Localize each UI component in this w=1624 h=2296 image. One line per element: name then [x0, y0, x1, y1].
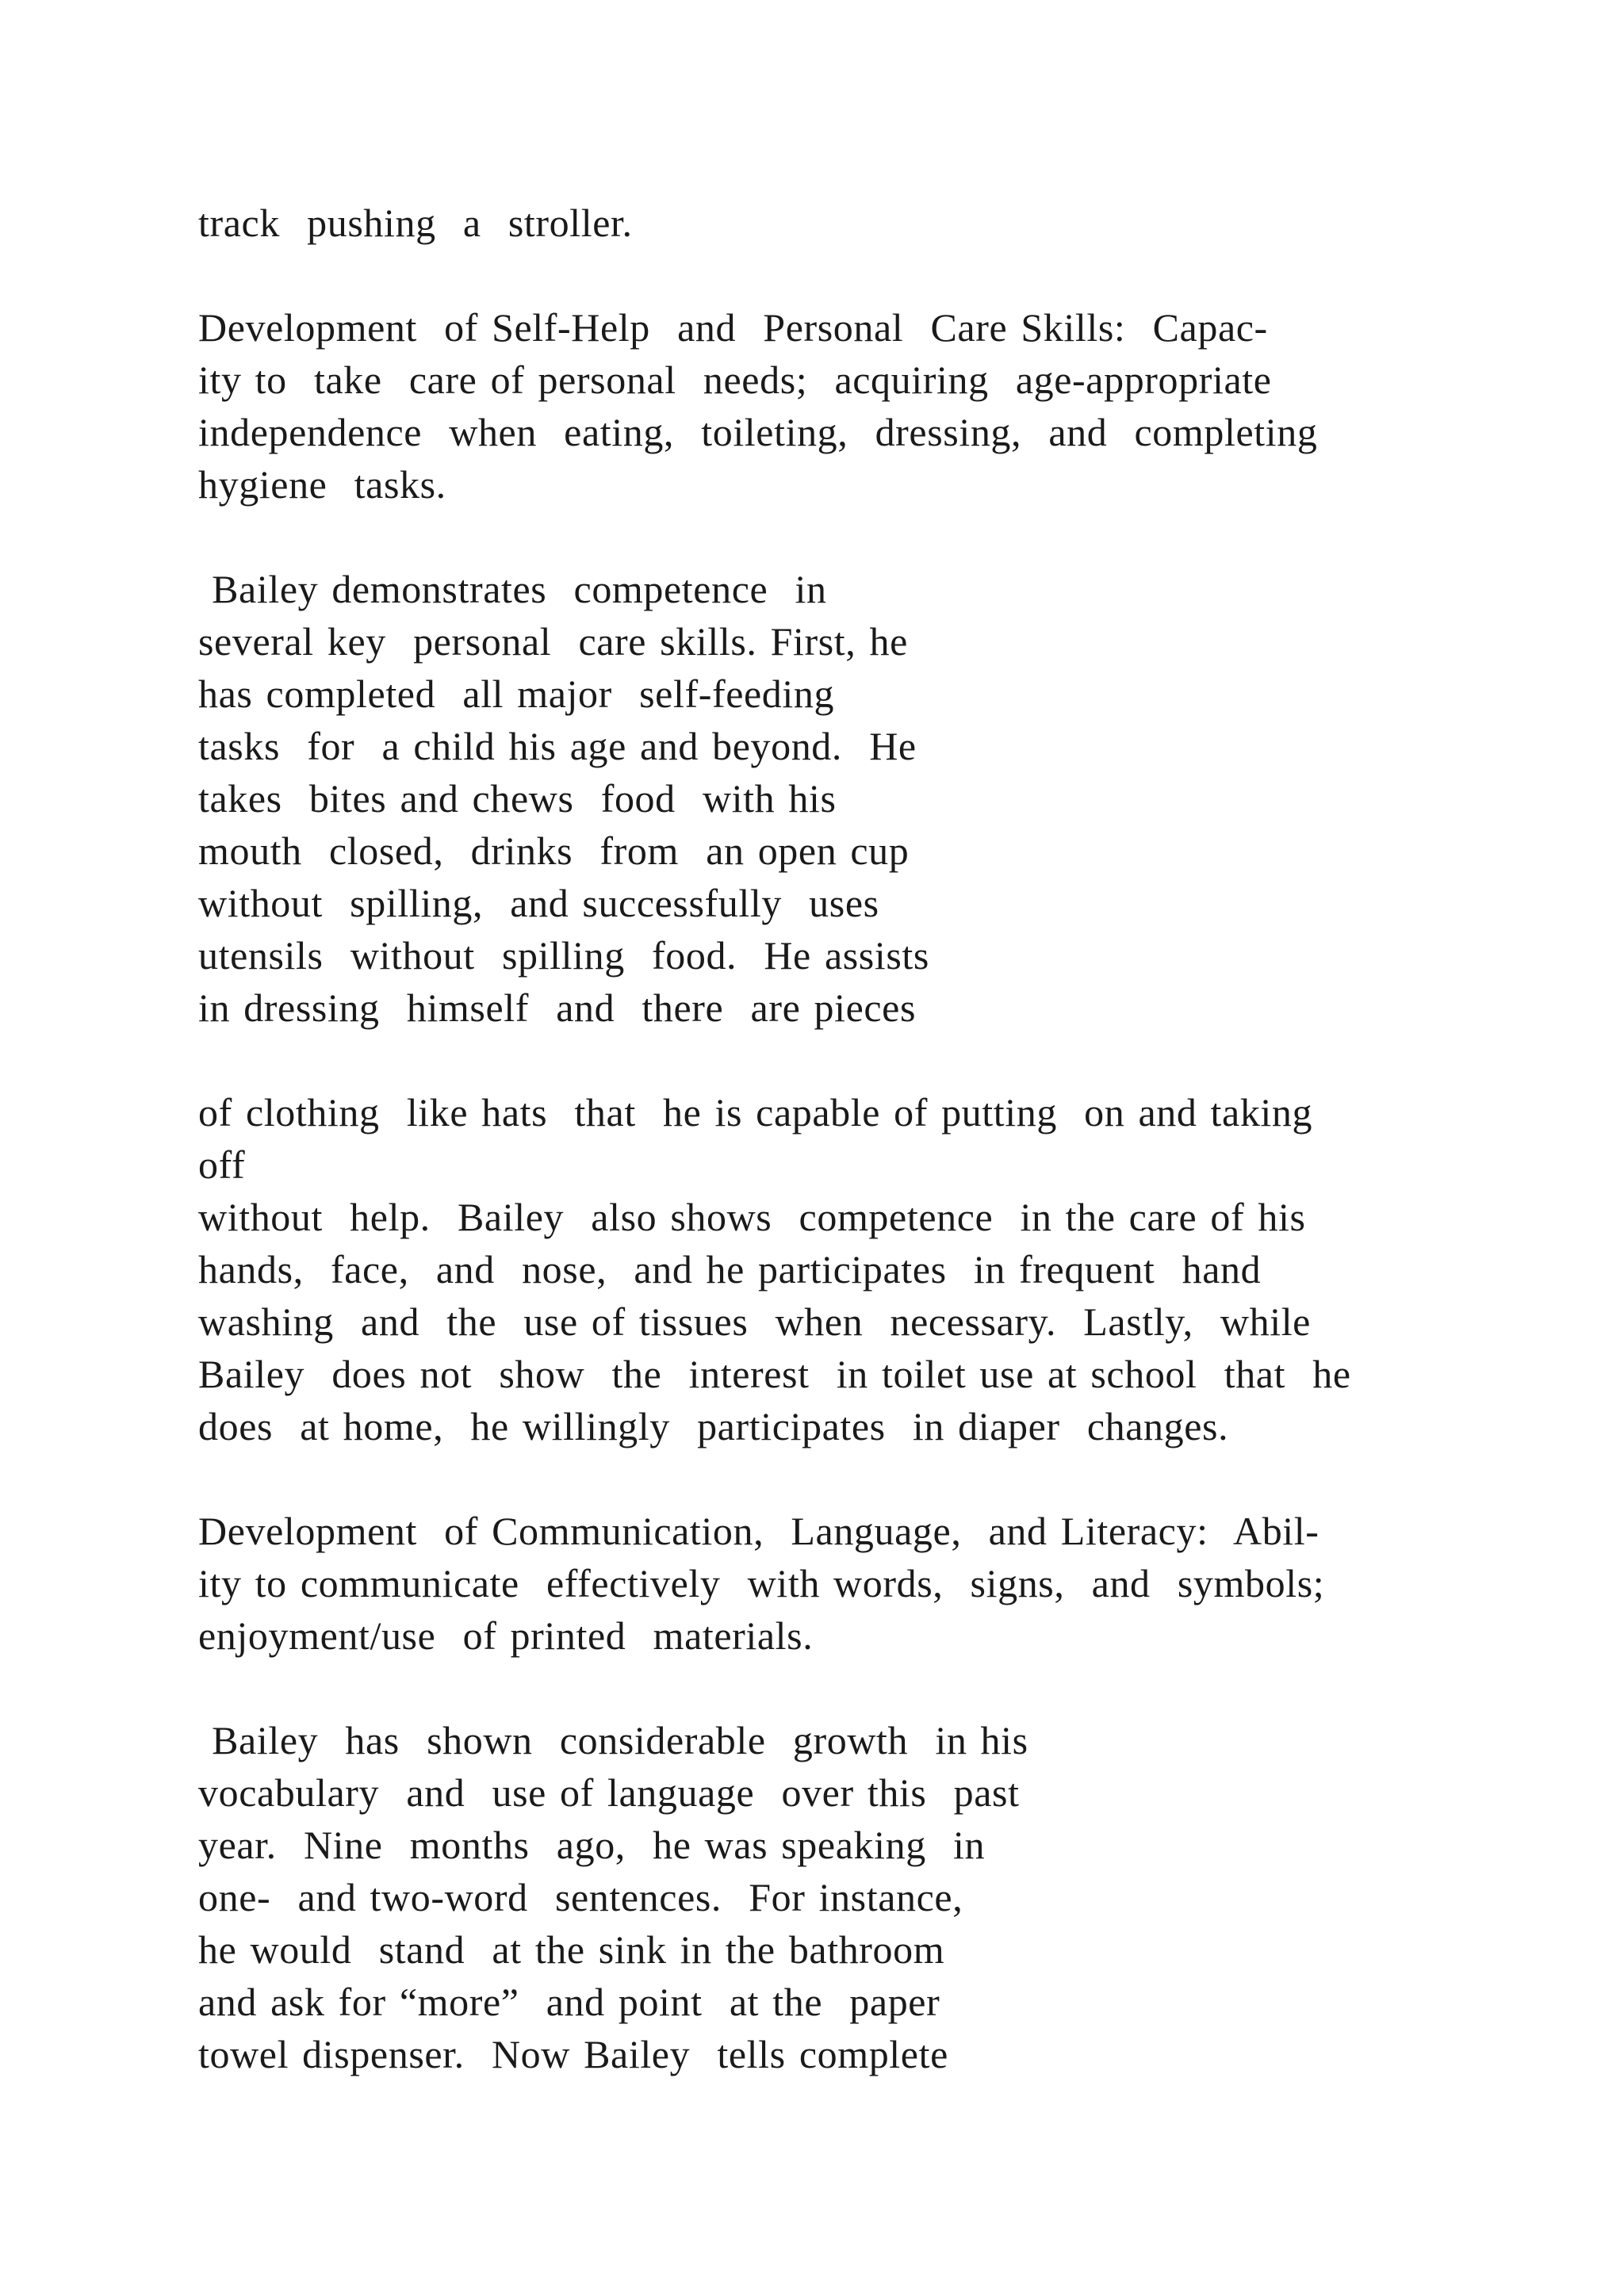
text-line: track pushing a stroller. — [198, 201, 633, 245]
text-line: hands, face, and nose, and he participates in frequent hand — [198, 1247, 1262, 1292]
section-heading-line: independence when eating, toileting, dressing, and completing — [198, 410, 1318, 454]
text-line: takes bites and chews food with his — [198, 776, 837, 821]
text-line: Bailey has shown considerable growth in his — [198, 1718, 1028, 1762]
text-line: off — [198, 1142, 246, 1187]
text-line: Bailey does not show the interest in toilet use at school that he — [198, 1352, 1351, 1396]
text-line: has completed all major self-feeding — [198, 672, 835, 716]
text-line: does at home, he willingly participates in diaper changes. — [198, 1404, 1229, 1448]
text-line: tasks for a child his age and beyond. He — [198, 724, 917, 768]
text-line: of clothing like hats that he is capable of putting on and taking — [198, 1090, 1313, 1135]
text-line: year. Nine months ago, he was speaking in — [198, 1823, 986, 1867]
text-line: washing and the use of tissues when necessary. Lastly, while — [198, 1299, 1311, 1344]
section-heading-line: ity to take care of personal needs; acquiring age-appropriate — [198, 358, 1272, 402]
text-line: and ask for “more” and point at the paper — [198, 1980, 940, 2024]
text-line: several key personal care skills. First, he — [198, 619, 908, 664]
section-heading-line: ity to communicate effectively with words, signs, and symbols; — [198, 1561, 1325, 1605]
text-line: vocabulary and use of language over this past — [198, 1770, 1020, 1815]
text-line: without spilling, and successfully uses — [198, 881, 879, 925]
section-heading-line: hygiene tasks. — [198, 462, 446, 507]
text-line: he would stand at the sink in the bathroom — [198, 1927, 945, 1972]
text-line: one- and two-word sentences. For instance, — [198, 1875, 963, 1919]
text-line: in dressing himself and there are pieces — [198, 985, 916, 1030]
section-heading-line: Development of Communication, Language, and Literacy: Abil- — [198, 1509, 1320, 1553]
section-heading-line: Development of Self-Help and Personal Care Skills: Capac- — [198, 305, 1268, 350]
text-line: Bailey demonstrates competence in — [198, 567, 827, 611]
text-line: towel dispenser. Now Bailey tells complete — [198, 2032, 948, 2076]
text-line: utensils without spilling food. He assists — [198, 933, 929, 978]
text-line: without help. Bailey also shows competence in the care of his — [198, 1195, 1306, 1239]
section-heading-line: enjoyment/use of printed materials. — [198, 1613, 814, 1658]
text-line: mouth closed, drinks from an open cup — [198, 828, 910, 873]
